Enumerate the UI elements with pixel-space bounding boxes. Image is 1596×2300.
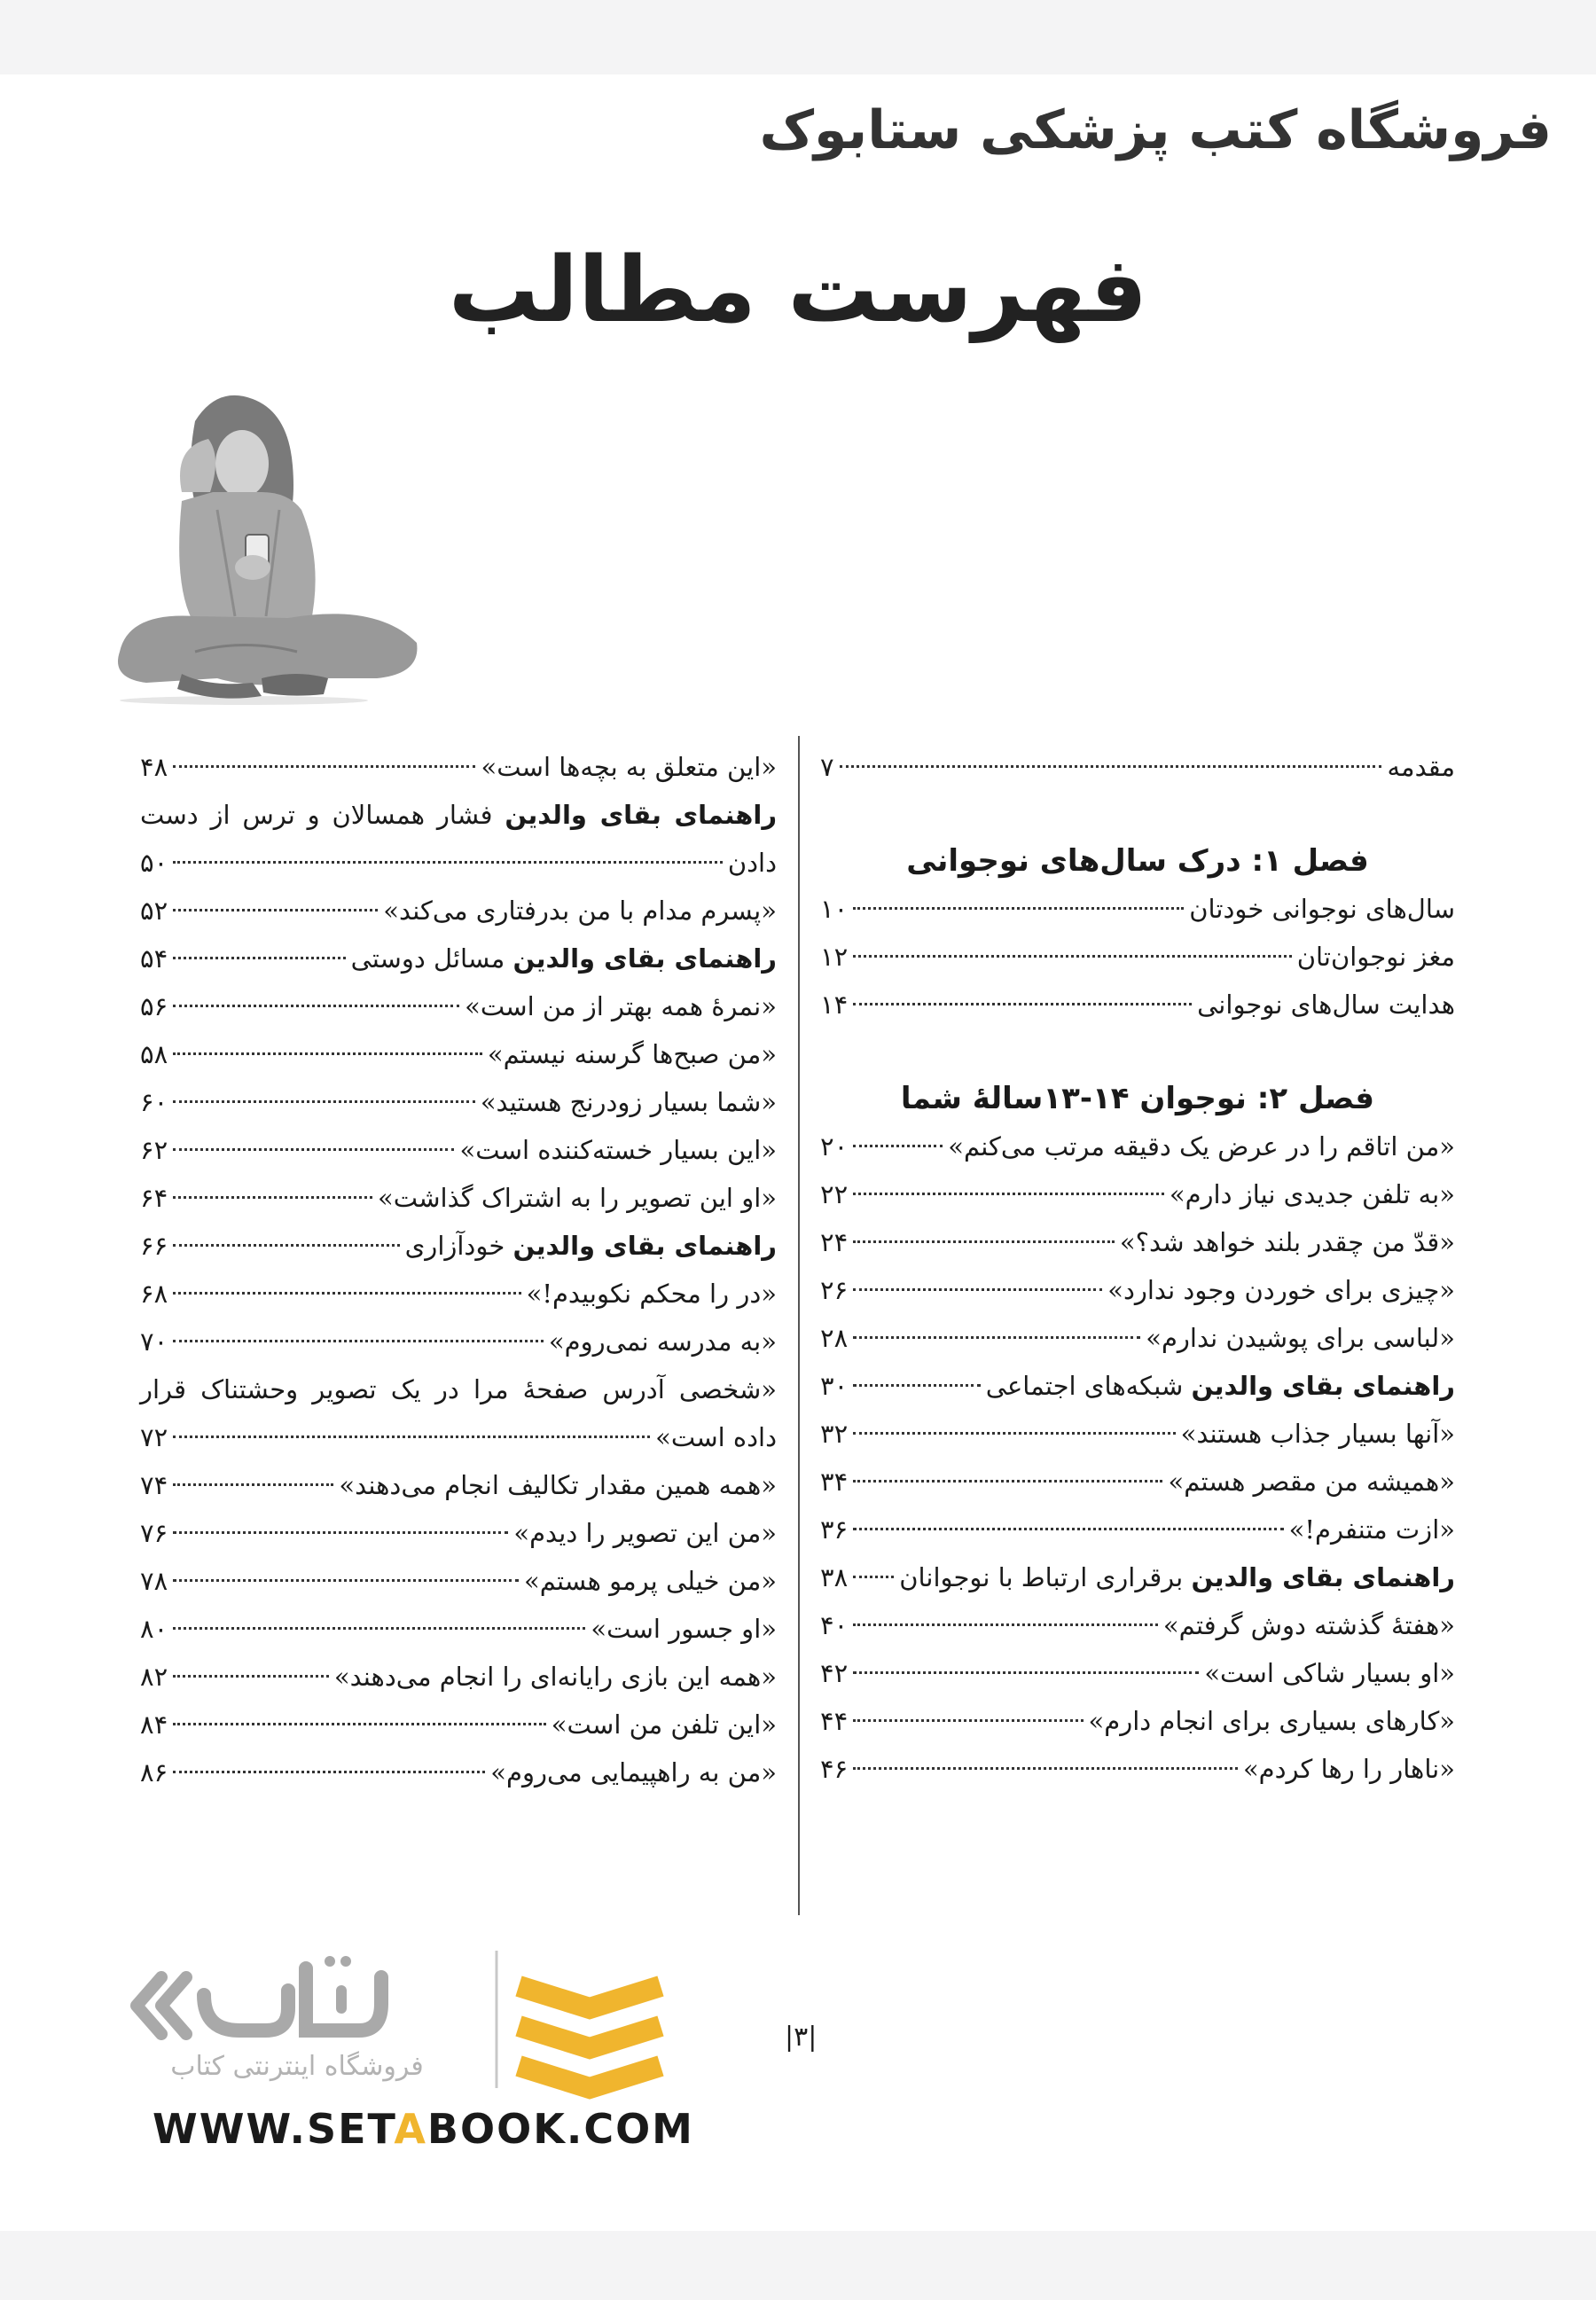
toc-entry-title: «این تلفن من است» [551, 1709, 777, 1740]
toc-page-number: ۴۰ [820, 1610, 849, 1640]
toc-page-number: ۵۶ [140, 991, 168, 1021]
toc-entry-title: «همیشه من مقصر هستم» [1168, 1467, 1455, 1497]
leader-dots [853, 907, 1184, 910]
toc-entry[interactable] [140, 1318, 777, 1365]
website-suffix: BOOK.COM [426, 2105, 694, 2153]
teen-girl-illustration [111, 386, 466, 705]
toc-page-number: ۵۴ [140, 943, 168, 974]
store-name-header: فروشگاه کتب پزشکی ستابوک [759, 99, 1552, 161]
toc-entry[interactable] [820, 933, 1455, 981]
toc-entry-title: «او بسیار شاکی است» [1204, 1658, 1455, 1688]
toc-entry-guide[interactable] [140, 1222, 777, 1270]
toc-entry-title: «این بسیار خسته‌کننده است» [459, 1135, 777, 1165]
toc-page-number: ۳۲ [820, 1419, 849, 1449]
toc-entry[interactable] [140, 1701, 777, 1748]
toc-page-number: ۳۸ [820, 1562, 849, 1592]
leader-dots [173, 1292, 520, 1295]
toc-entry-title: «من خیلی پرمو هستم» [523, 1566, 777, 1596]
toc-page-number: ۵۰ [140, 848, 168, 878]
toc-page-number: ۲۲ [820, 1179, 849, 1209]
toc-page-number: ۷۰ [140, 1326, 168, 1357]
toc-entry-guide[interactable] [140, 935, 777, 982]
toc-page-number: ۷۶ [140, 1518, 168, 1548]
toc-page-number: ۸۶ [140, 1757, 168, 1788]
toc-entry[interactable] [820, 1123, 1455, 1170]
guide-topic-line1: فشار همسالان و ترس از دست [140, 800, 493, 830]
leader-dots [853, 1576, 894, 1578]
leader-dots [853, 1480, 1162, 1482]
toc-page-number: ۲۸ [820, 1323, 849, 1353]
toc-entry[interactable] [140, 1653, 777, 1701]
toc-page-number: ۲۴ [820, 1227, 849, 1257]
toc-entry[interactable] [140, 1557, 777, 1605]
toc-page-number: ۷ [820, 752, 834, 782]
toc-page-number: ۴۲ [820, 1658, 849, 1688]
toc-entry-title: «او این تصویر را به اشتراک گذاشت» [378, 1183, 777, 1213]
page-title: فهرست مطالب [448, 238, 1148, 343]
toc-entry-continuation[interactable] [140, 839, 777, 887]
toc-entry-title: «ازت متنفرم!» [1288, 1514, 1455, 1545]
leader-dots [853, 1240, 1115, 1243]
leader-dots [173, 1483, 333, 1486]
toc-page-number: ۶۲ [140, 1135, 168, 1165]
toc-entry[interactable] [820, 981, 1455, 1029]
toc-page-number: ۳۴ [820, 1467, 849, 1497]
toc-entry[interactable] [820, 1170, 1455, 1218]
toc-entry[interactable] [140, 743, 777, 791]
toc-entry[interactable] [140, 1509, 777, 1557]
toc-entry-title [405, 1222, 777, 1270]
chapter-heading-2: فصل ۲: نوجوان ۱۴-۱۳ساله‌ٔ شما [900, 1081, 1375, 1116]
toc-entry-title: «قدّ من چقدر بلند خواهد شد؟» [1119, 1227, 1455, 1257]
toc-entry-title [351, 935, 777, 982]
toc-entry-guide[interactable] [820, 1553, 1455, 1601]
toc-entry-title: «کارهای بسیاری برای انجام دارم» [1088, 1706, 1455, 1736]
leader-dots [173, 1723, 546, 1725]
toc-entry-continuation[interactable] [140, 1413, 777, 1461]
toc-entry[interactable] [820, 1601, 1455, 1649]
toc-entry-title: هدایت سال‌های نوجوانی [1197, 990, 1455, 1020]
toc-entry-title: «شما بسیار زودرنج هستید» [480, 1087, 777, 1117]
website-prefix: WWW.SET [153, 2105, 395, 2153]
toc-entry[interactable] [820, 1266, 1455, 1314]
toc-entry-title: «پسرم مدام با من بدرفتاری می‌کند» [383, 896, 777, 926]
guide-label: راهنمای بقای والدین [505, 800, 778, 830]
toc-entry-title: «به مدرسه نمی‌روم» [548, 1326, 777, 1357]
toc-page-number: ۷۴ [140, 1470, 168, 1500]
leader-dots [853, 1623, 1158, 1626]
leader-dots [173, 957, 345, 959]
guide-topic: شبکه‌های اجتماعی [985, 1371, 1184, 1401]
leader-dots [173, 1005, 459, 1007]
leader-dots [173, 1675, 329, 1678]
leader-dots [173, 861, 723, 864]
toc-entry-title: «لباسی برای پوشیدن ندارم» [1146, 1323, 1455, 1353]
page-number: |۳| [785, 2022, 818, 2053]
toc-entry[interactable] [140, 887, 777, 935]
toc-page-number: ۴۴ [820, 1706, 849, 1736]
toc-page-number: ۶۴ [140, 1183, 168, 1213]
toc-entry[interactable] [820, 1458, 1455, 1506]
leader-dots [853, 1193, 1164, 1195]
toc-entry-title: «آنها بسیار جذاب هستند» [1180, 1419, 1455, 1449]
setabook-logo[interactable] [124, 1942, 692, 2110]
toc-entry[interactable] [820, 885, 1455, 933]
toc-entry[interactable] [820, 1218, 1455, 1266]
toc-entry[interactable] [820, 1506, 1455, 1553]
toc-page-number: ۴۶ [820, 1754, 849, 1784]
toc-page-number: ۳۶ [820, 1514, 849, 1545]
toc-page-number: ۵۸ [140, 1039, 168, 1069]
toc-entry-title-line1: «شخصی آدرس صفحهٔ مرا در یک تصویر وحشتناک قرار [140, 1374, 777, 1404]
toc-entry[interactable] [820, 1649, 1455, 1697]
toc-entry-title: «چیزی برای خوردن وجود ندارد» [1107, 1275, 1455, 1305]
chapter-heading-1: فصل ۱: درک سال‌های نوجوانی [906, 843, 1369, 879]
toc-entry[interactable] [140, 1461, 777, 1509]
toc-page-number: ۶۸ [140, 1279, 168, 1309]
toc-entry[interactable] [820, 1314, 1455, 1362]
toc-entry-title [899, 1553, 1455, 1601]
bottom-band [0, 2231, 1596, 2300]
toc-entry-title: مقدمه [1387, 752, 1455, 782]
toc-entry-title: «این متعلق به بچه‌ها است» [481, 752, 777, 782]
guide-label: راهنمای بقای والدین [512, 943, 777, 974]
toc-page-number: ۷۸ [140, 1566, 168, 1596]
leader-dots [840, 765, 1382, 768]
toc-entry-title: «نمرهٔ همه بهتر از من است» [465, 991, 777, 1021]
toc-entry-guide-multiline[interactable] [140, 791, 777, 839]
leader-dots [173, 765, 475, 768]
toc-entry-multiline[interactable] [140, 1365, 777, 1413]
toc-entry[interactable] [820, 1697, 1455, 1745]
toc-page-number: ۱۲ [820, 942, 849, 972]
toc-page-number: ۱۴ [820, 990, 849, 1020]
toc-entry-title: «همه این بازی رایانه‌ای را انجام می‌دهند» [333, 1662, 777, 1692]
leader-dots [853, 1719, 1083, 1722]
toc-entry-intro[interactable] [820, 743, 1455, 791]
leader-dots [173, 1531, 508, 1534]
leader-dots [853, 1767, 1238, 1770]
toc-page-number: ۶۰ [140, 1087, 168, 1117]
leader-dots [853, 1432, 1175, 1435]
toc-page-number: ۳۰ [820, 1371, 849, 1401]
toc-entry-title: «هفتهٔ گذشته دوش گرفتم» [1162, 1610, 1455, 1640]
toc-page-number: ۲۶ [820, 1275, 849, 1305]
leader-dots [173, 1244, 399, 1247]
website-highlight: A [394, 2105, 427, 2153]
guide-topic: مسائل دوستی [350, 943, 505, 974]
top-band [0, 0, 1596, 74]
toc-entry-title: «من به راهپیمایی می‌روم» [490, 1757, 777, 1788]
leader-dots [173, 909, 378, 911]
leader-dots [853, 1384, 981, 1387]
toc-entry[interactable] [140, 1078, 777, 1126]
toc-entry-title: داده است» [655, 1422, 777, 1452]
toc-entry-title: «من اتاقم را در عرض یک دقیقه مرتب می‌کنم» [948, 1131, 1455, 1162]
leader-dots [173, 1148, 454, 1151]
toc-page-number: ۴۸ [140, 752, 168, 782]
leader-dots [173, 1771, 485, 1773]
logo-tagline: فروشگاه اینترنتی کتاب [170, 2051, 424, 2082]
toc-entry[interactable] [140, 1748, 777, 1796]
leader-dots [853, 1145, 943, 1147]
leader-dots [853, 1671, 1199, 1674]
leader-dots [173, 1196, 372, 1199]
toc-entry-title: «ناهار را رها کردم» [1242, 1754, 1455, 1784]
guide-topic: برقراری ارتباط با نوجوانان [899, 1562, 1184, 1592]
toc-page-number: ۸۴ [140, 1709, 168, 1740]
leader-dots [853, 1288, 1102, 1291]
leader-dots [173, 1100, 475, 1103]
toc-page-number: ۵۲ [140, 896, 168, 926]
toc-entry-title: دادن [727, 848, 777, 878]
guide-topic: خودآزاری [404, 1231, 505, 1261]
guide-label: راهنمای بقای والدین [512, 1231, 777, 1261]
leader-dots [853, 955, 1292, 958]
leader-dots [173, 1052, 482, 1055]
leader-dots [853, 1336, 1140, 1339]
website-url[interactable] [153, 2105, 694, 2153]
leader-dots [173, 1579, 519, 1582]
toc-entry[interactable] [140, 1174, 777, 1222]
toc-page-number: ۱۰ [820, 894, 849, 924]
toc-entry[interactable] [820, 1410, 1455, 1458]
toc-page-number: ۲۰ [820, 1131, 849, 1162]
toc-entry[interactable] [140, 1270, 777, 1318]
toc-entry-title: «همه همین مقدار تکالیف انجام می‌دهند» [339, 1470, 777, 1500]
toc-entry-title [986, 1362, 1455, 1410]
leader-dots [173, 1340, 544, 1342]
toc-entry[interactable] [140, 1605, 777, 1653]
toc-entry[interactable] [140, 982, 777, 1030]
toc-entry-title: مغز نوجوان‌تان [1296, 942, 1455, 972]
column-divider [798, 736, 800, 1915]
toc-page-number: ۷۲ [140, 1422, 168, 1452]
toc-entry-title: «من این تصویر را دیدم» [513, 1518, 777, 1548]
toc-right-column [820, 743, 1455, 1793]
toc-page-number: ۸۰ [140, 1614, 168, 1644]
toc-entry[interactable] [140, 1126, 777, 1174]
toc-entry[interactable] [820, 1745, 1455, 1793]
guide-label: راهنمای بقای والدین [1191, 1371, 1455, 1401]
toc-entry[interactable] [140, 1030, 777, 1078]
toc-entry-title: «او جسور است» [591, 1614, 777, 1644]
leader-dots [173, 1627, 585, 1630]
leader-dots [173, 1436, 650, 1438]
toc-entry-guide[interactable] [820, 1362, 1455, 1410]
leader-dots [853, 1003, 1192, 1005]
guide-label: راهنمای بقای والدین [1191, 1562, 1455, 1592]
toc-left-column [140, 743, 777, 1796]
toc-entry-title: «من صبح‌ها گرسنه نیستم» [487, 1039, 777, 1069]
leader-dots [853, 1528, 1283, 1530]
toc-entry-title: «به تلفن جدیدی نیاز دارم» [1169, 1179, 1455, 1209]
toc-entry-title: «در را محکم نکوبیدم!» [526, 1279, 777, 1309]
toc-page-number: ۸۲ [140, 1662, 168, 1692]
toc-entry-title: سال‌های نوجوانی خودتان [1189, 894, 1455, 924]
toc-page-number: ۶۶ [140, 1231, 168, 1261]
